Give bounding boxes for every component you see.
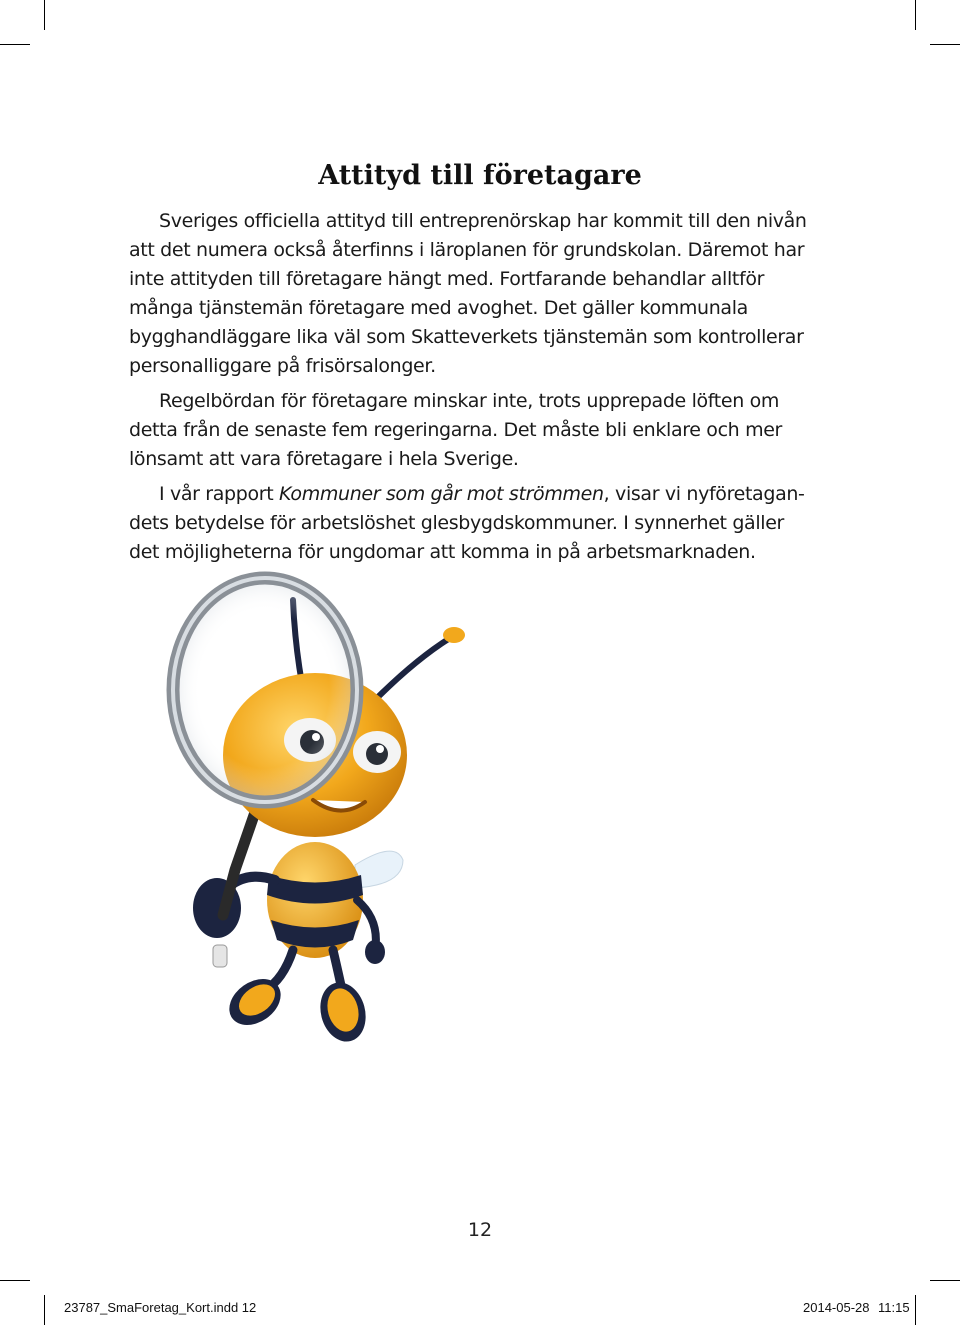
text-run: I vår rapport	[159, 483, 279, 505]
report-title: Kommuner som går mot strömmen	[278, 483, 604, 505]
text-line: det möjligheterna för ungdomar att komma in på arbetsmarknaden.	[129, 541, 756, 563]
text-line: dets betydelse för arbetslöshet glesbygdskommuner. I synnerhet gäller	[129, 512, 784, 534]
bee-icon	[165, 570, 465, 1060]
text-line: lönsamt att vara företagare i hela Sverige.	[129, 448, 519, 470]
crop-mark-top-left-horizontal	[0, 44, 30, 45]
crop-mark-bottom-left-horizontal	[0, 1280, 30, 1281]
text-line	[129, 480, 829, 509]
slug-date: 2014-05-28	[803, 1300, 870, 1315]
slug-time: 11:15	[878, 1300, 910, 1315]
bee-magnifying-glass-illustration	[165, 570, 465, 1060]
text-line: många tjänstemän företagare med avoghet. Det gäller kommunala	[129, 297, 748, 319]
body-text	[129, 207, 829, 573]
crop-mark-bottom-right-horizontal	[930, 1280, 960, 1281]
crop-mark-top-left-vertical	[44, 0, 45, 30]
crop-mark-top-right-horizontal	[930, 44, 960, 45]
text-line: detta från de senaste fem regeringarna. Det måste bli enklare och mer	[129, 419, 783, 441]
page-number: 12	[467, 1219, 493, 1241]
text-line: Regelbördan för företagare minskar inte, trots upprepade löften om	[159, 390, 780, 412]
crop-mark-top-right-vertical	[915, 0, 916, 30]
text-run: , visar vi nyföretagan-	[603, 483, 805, 505]
paragraph-3	[129, 480, 829, 567]
crop-mark-bottom-right-vertical	[915, 1295, 916, 1325]
text-line: personalliggare på frisörsalonger.	[129, 355, 436, 377]
page-heading: Attityd till företagare	[318, 160, 642, 191]
paragraph-2	[129, 387, 829, 474]
crop-mark-bottom-left-vertical	[44, 1295, 45, 1325]
text-line: bygghandläggare lika väl som Skatteverkets tjänstemän som kontrollerar	[129, 326, 804, 348]
paragraph-1	[129, 207, 829, 381]
text-line: att det numera också återfinns i läroplanen för grundskolan. Däremot har	[129, 239, 805, 261]
text-line: inte attityden till företagare hängt med. Fortfarande behandlar alltför	[129, 268, 765, 290]
text-line: Sveriges officiella attityd till entreprenörskap har kommit till den nivån	[159, 210, 807, 232]
slug-file: 23787_SmaForetag_Kort.indd 12	[64, 1300, 257, 1315]
